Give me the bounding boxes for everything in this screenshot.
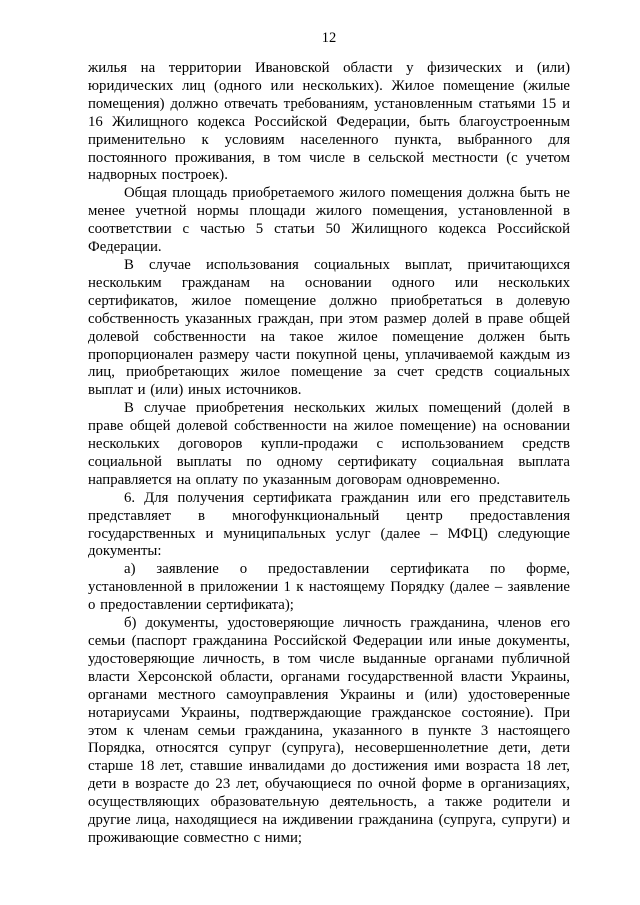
paragraph: Общая площадь приобретаемого жилого помещения должна быть не менее учетной нормы площади жилого помещения, установленной в соответствии с частью 5 статьи 50 Жилищного кодекса Российской Федерации.: [88, 185, 570, 256]
paragraph-subitem-a: а) заявление о предоставлении сертификата по форме, установленной в приложении 1 к настоящему Порядку (далее – заявление о предоставлении сертификата);: [88, 561, 570, 614]
document-body: [88, 60, 570, 848]
paragraph-item-6: 6. Для получения сертификата гражданин или его представитель представляет в многофункциональный центр предоставления государственных и муниципальных услуг (далее – МФЦ) следующие документы:: [88, 489, 570, 560]
paragraph: В случае использования социальных выплат, причитающихся нескольким гражданам на основании одного или нескольких сертификатов, жилое помещение должно приобретаться в долевую собственность указанных граждан, при этом размер долей в праве общей долевой собственности на такое жилое помещение должен быть пропорционален размеру части покупной цены, уплачиваемой каждым из лиц, приобретающих жилое помещение за счет средств социальных выплат и (или) иных источников.: [88, 256, 570, 399]
paragraph-continuation: жилья на территории Ивановской области у физических и (или) юридических лиц (одного или нескольких). Жилое помещение (жилые помещения) должно отвечать требованиям, установленным статьями 15 и 16 Жилищного кодекса Российской Федерации, быть благоустроенным применительно к условиям населенного пункта, выбранного для постоянного проживания, в том числе в сельской местности (с учетом надворных построек).: [88, 60, 570, 184]
paragraph: В случае приобретения нескольких жилых помещений (долей в праве общей долевой собственности на жилое помещение) на основании нескольких договоров купли-продажи с использованием средств социальной выплаты по одному сертификату социальная выплата направляется на оплату по указанным договорам одновременно.: [88, 400, 570, 488]
paragraph-subitem-b: б) документы, удостоверяющие личность гражданина, членов его семьи (паспорт гражданина Российской Федерации или иные документы, удостоверяющие личность, в том числе выданные органами публичной власти Херсонской области, органами государственной власти Украины, органами местного самоуправления Украины и (или) удостоверенные нотариусами Украины, подтверждающие гражданское состояние). При этом к членам семьи гражданина, указанного в пункте 3 настоящего Порядка, относятся супруг (супруга), несовершеннолетние дети, дети старше 18 лет, ставшие инвалидами до достижения ими возраста 18 лет, дети в возрасте до 23 лет, обучающиеся по очной форме в организациях, осуществляющих образовательную деятельность, а также родители и другие лица, находящиеся на иждивении гражданина (супруга, супруги) и проживающие совместно с ними;: [88, 615, 570, 846]
page-number: 12: [321, 30, 337, 46]
